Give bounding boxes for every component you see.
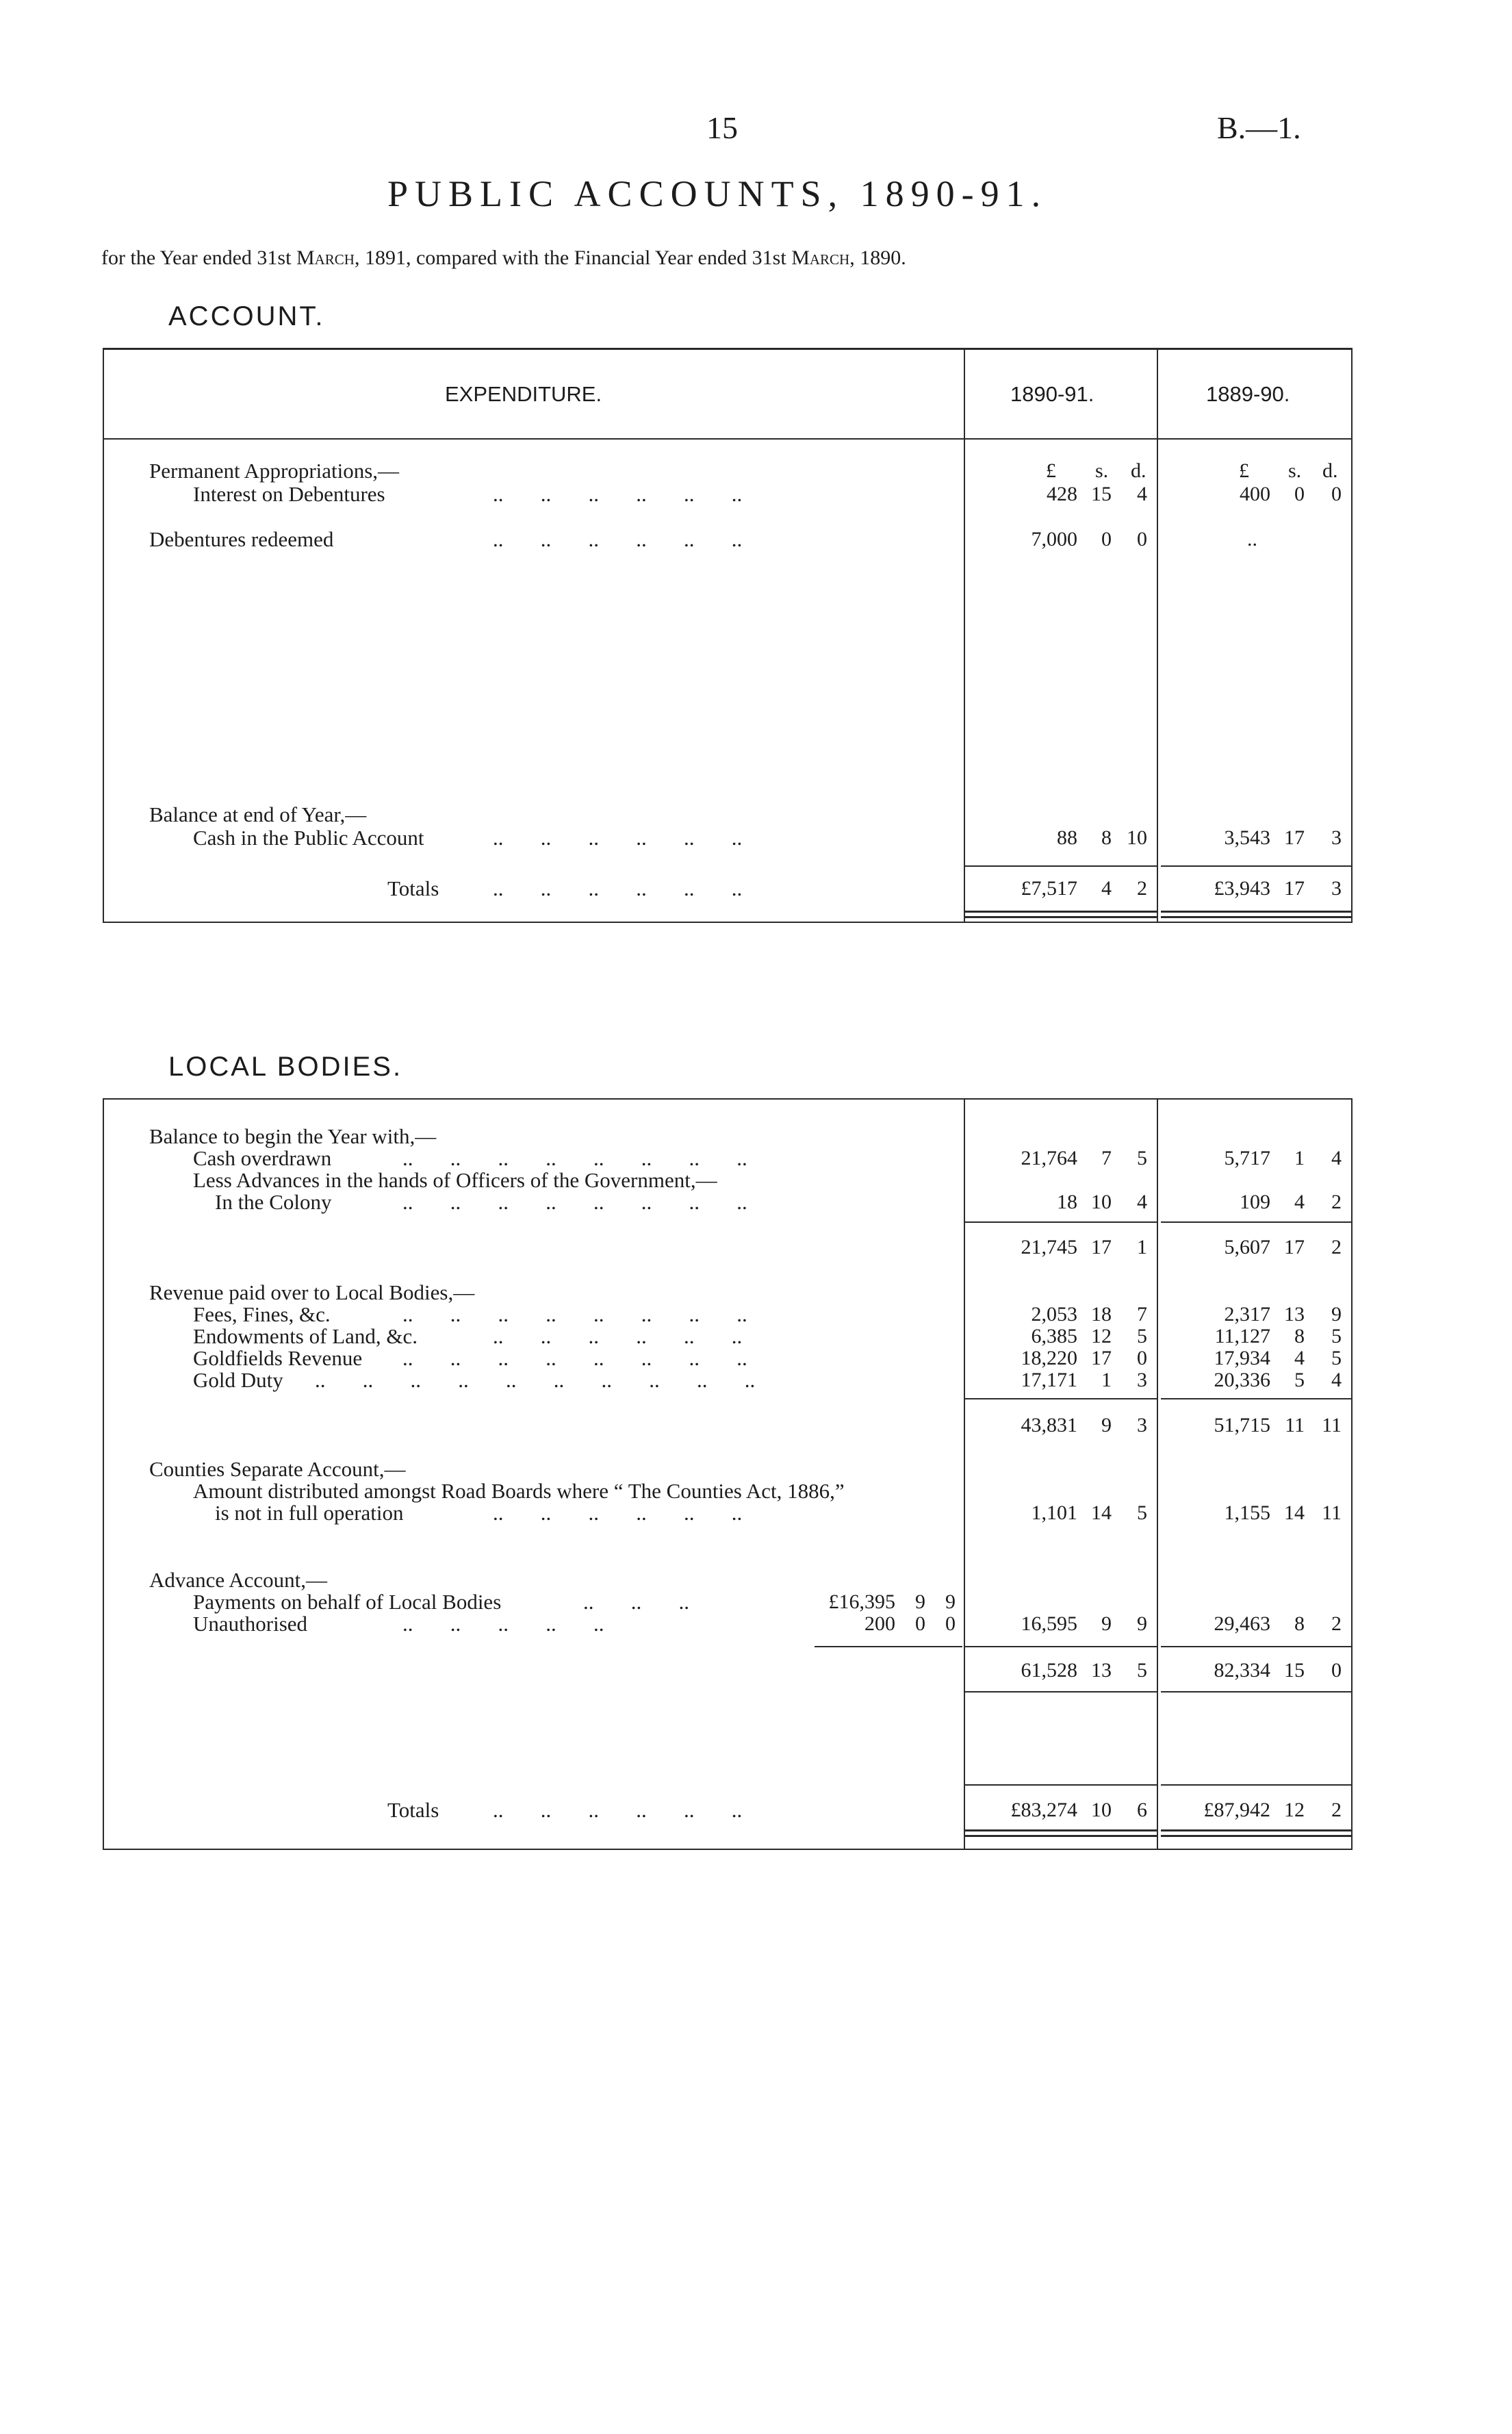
value-pounds: 6,385 (1031, 1325, 1077, 1347)
value-shillings: 17 (1091, 1236, 1112, 1258)
group-label: Balance to begin the Year with,— (149, 1124, 437, 1148)
row-label: Totals (387, 876, 439, 900)
expenditure-column-header: EXPENDITURE. (445, 382, 602, 406)
leader-dots: .. .. .. (583, 1590, 689, 1614)
value-pounds: £83,274 (1010, 1799, 1077, 1821)
value-shillings: 9 (1101, 1612, 1112, 1635)
value-pence: 4 (1331, 1369, 1342, 1391)
value-shillings: 18 (1091, 1303, 1112, 1326)
value-pence: 0 (945, 1612, 956, 1635)
value-pence: 3 (1331, 877, 1342, 900)
value-pence: 9 (1331, 1303, 1342, 1326)
value-pounds: 20,336 (1214, 1369, 1270, 1391)
value-pounds: 17,934 (1214, 1347, 1270, 1369)
unit-pence: d. (1322, 459, 1338, 482)
value-pounds: 82,334 (1214, 1659, 1270, 1682)
value-pence: 0 (1137, 528, 1147, 550)
value-pence: 4 (1137, 483, 1147, 505)
value-shillings: 9 (915, 1590, 925, 1613)
value-pence: 5 (1137, 1147, 1147, 1169)
value-pounds: 5,607 (1224, 1236, 1270, 1258)
row-label: Interest on Debentures (193, 482, 385, 506)
value-shillings: 10 (1091, 1191, 1112, 1213)
local-bodies-heading: LOCAL BODIES. (168, 1052, 403, 1082)
value-pounds: £3,943 (1214, 877, 1270, 900)
value-shillings: 0 (1294, 483, 1305, 505)
year-1890-91-column-header: 1890-91. (1010, 382, 1094, 406)
value-pence: 3 (1137, 1369, 1147, 1391)
value-pence: 11 (1322, 1501, 1342, 1524)
leader-dots: .. .. .. .. .. (402, 1612, 604, 1636)
value-pounds: 5,717 (1224, 1147, 1270, 1169)
value-pounds: 17,171 (1021, 1369, 1077, 1391)
value-shillings: 8 (1294, 1612, 1305, 1635)
value-pounds: 7,000 (1031, 528, 1077, 550)
row-label: is not in full operation (215, 1501, 404, 1525)
value-pounds: 400 (1240, 483, 1270, 505)
value-pounds: 109 (1240, 1191, 1270, 1213)
value-shillings: 8 (1101, 826, 1112, 849)
row-label: Payments on behalf of Local Bodies (193, 1590, 502, 1614)
group-label: Advance Account,— (149, 1568, 327, 1592)
page-number: 15 (706, 110, 738, 145)
unit-shilling: s. (1288, 459, 1302, 482)
value-pounds: 1,155 (1224, 1501, 1270, 1524)
row-label: In the Colony (215, 1190, 332, 1214)
group-label: Revenue paid over to Local Bodies,— (149, 1280, 475, 1304)
value-pence: 3 (1331, 826, 1342, 849)
leader-dots: .. .. .. .. .. .. .. .. .. .. (315, 1368, 756, 1392)
value-shillings: 8 (1294, 1325, 1305, 1347)
value-pence: 5 (1137, 1325, 1147, 1347)
group-label: Permanent Appropriations,— (149, 459, 400, 483)
value-pounds: 18,220 (1021, 1347, 1077, 1369)
value-pence: 5 (1137, 1659, 1147, 1682)
page-title: PUBLIC ACCOUNTS, 1890-91. (387, 173, 1048, 214)
value-shillings: 12 (1091, 1325, 1112, 1347)
value-pence: 5 (1331, 1347, 1342, 1369)
value-pounds: 11,127 (1214, 1325, 1270, 1347)
leader-dots: .. .. .. .. .. .. (493, 1324, 743, 1348)
leader-dots: .. .. .. .. .. .. (493, 482, 743, 506)
year-1889-90-column-header: 1889-90. (1206, 382, 1290, 406)
value-shillings: 17 (1284, 1236, 1305, 1258)
value-shillings: 4 (1101, 877, 1112, 900)
value-pence: 3 (1137, 1414, 1147, 1436)
unit-pound: £ (1046, 459, 1056, 482)
value-pence: 2 (1331, 1236, 1342, 1258)
value-pounds: 61,528 (1021, 1659, 1077, 1682)
value-shillings: 17 (1284, 877, 1305, 900)
value-pence: 11 (1322, 1414, 1342, 1436)
leader-dots: .. .. .. .. .. .. .. .. (402, 1190, 747, 1214)
value-pounds: 2,317 (1224, 1303, 1270, 1326)
value-shillings: 13 (1284, 1303, 1305, 1326)
leader-dots: .. .. .. .. .. .. (493, 1798, 743, 1822)
value-pence: 4 (1331, 1147, 1342, 1169)
page-subtitle: for the Year ended 31st March, 1891, compared with the Financial Year ended 31st March, 1890. (101, 246, 906, 269)
value-shillings: 4 (1294, 1347, 1305, 1369)
value-pence: 0 (1331, 1659, 1342, 1682)
value-shillings: 13 (1091, 1659, 1112, 1682)
value-pence: 9 (1137, 1612, 1147, 1635)
value-pounds: 43,831 (1021, 1414, 1077, 1436)
row-label: Gold Duty (193, 1368, 283, 1392)
value-nil: .. (1247, 528, 1257, 550)
value-pence: 2 (1331, 1799, 1342, 1821)
value-pounds: 1,101 (1031, 1501, 1077, 1524)
value-pounds: 88 (1057, 826, 1077, 849)
value-pounds: 428 (1047, 483, 1077, 505)
value-shillings: 0 (1101, 528, 1112, 550)
value-shillings: 0 (915, 1612, 925, 1635)
leader-dots: .. .. .. .. .. .. (493, 527, 743, 551)
group-label: Less Advances in the hands of Officers of the Government,— (193, 1168, 717, 1192)
value-pounds: 3,543 (1224, 826, 1270, 849)
row-label: Goldfields Revenue (193, 1346, 363, 1370)
unit-pence: d. (1131, 459, 1146, 482)
unit-shilling: s. (1095, 459, 1109, 482)
value-shillings: 1 (1294, 1147, 1305, 1169)
value-pence: 1 (1137, 1236, 1147, 1258)
value-pounds: 21,745 (1021, 1236, 1077, 1258)
value-shillings: 14 (1091, 1501, 1112, 1524)
value-pence: 0 (1137, 1347, 1147, 1369)
row-label: Cash in the Public Account (193, 826, 424, 850)
value-shillings: 4 (1294, 1191, 1305, 1213)
value-pounds: 51,715 (1214, 1414, 1270, 1436)
value-pounds: 29,463 (1214, 1612, 1270, 1635)
row-label: Endowments of Land, &c. (193, 1324, 418, 1348)
leader-dots: .. .. .. .. .. .. .. .. (402, 1346, 747, 1370)
value-pence: 7 (1137, 1303, 1147, 1326)
value-shillings: 17 (1284, 826, 1305, 849)
value-shillings: 15 (1284, 1659, 1305, 1682)
group-label: Counties Separate Account,— (149, 1457, 406, 1481)
row-label: Unauthorised (193, 1612, 308, 1636)
value-pence: 5 (1137, 1501, 1147, 1524)
group-label: Amount distributed amongst Road Boards where “ The Counties Act, 1886,” (193, 1479, 845, 1503)
row-label: Fees, Fines, &c. (193, 1302, 331, 1326)
value-shillings: 5 (1294, 1369, 1305, 1391)
value-pence: 0 (1331, 483, 1342, 505)
value-pounds: 16,595 (1021, 1612, 1077, 1635)
value-pence: 2 (1331, 1191, 1342, 1213)
value-shillings: 12 (1284, 1799, 1305, 1821)
value-pence: 2 (1331, 1612, 1342, 1635)
value-pence: 4 (1137, 1191, 1147, 1213)
value-pence: 5 (1331, 1325, 1342, 1347)
leader-dots: .. .. .. .. .. .. (493, 826, 743, 850)
leader-dots: .. .. .. .. .. .. (493, 876, 743, 900)
value-pounds: 2,053 (1031, 1303, 1077, 1326)
row-label: Cash overdrawn (193, 1146, 332, 1170)
value-shillings: 17 (1091, 1347, 1112, 1369)
value-shillings: 9 (1101, 1414, 1112, 1436)
row-label: Totals (387, 1798, 439, 1822)
value-pence: 2 (1137, 877, 1147, 900)
value-shillings: 1 (1101, 1369, 1112, 1391)
leader-dots: .. .. .. .. .. .. (493, 1501, 743, 1525)
value-shillings: 15 (1091, 483, 1112, 505)
value-pounds: £87,942 (1203, 1799, 1270, 1821)
value-shillings: 11 (1285, 1414, 1305, 1436)
value-pounds: 21,764 (1021, 1147, 1077, 1169)
account-heading: ACCOUNT. (168, 301, 325, 331)
leader-dots: .. .. .. .. .. .. .. .. (402, 1146, 747, 1170)
document-reference: B.—1. (1217, 110, 1301, 145)
unit-pound: £ (1239, 459, 1249, 482)
value-shillings: 10 (1091, 1799, 1112, 1821)
leader-dots: .. .. .. .. .. .. .. .. (402, 1302, 747, 1326)
value-pence: 6 (1137, 1799, 1147, 1821)
value-pounds: £16,395 (828, 1590, 895, 1613)
value-pence: 10 (1127, 826, 1147, 849)
value-pounds: 18 (1057, 1191, 1077, 1213)
row-label: Debentures redeemed (149, 527, 334, 551)
value-pence: 9 (945, 1590, 956, 1613)
value-pounds: £7,517 (1021, 877, 1077, 900)
value-shillings: 14 (1284, 1501, 1305, 1524)
group-label: Balance at end of Year,— (149, 802, 367, 826)
value-shillings: 7 (1101, 1147, 1112, 1169)
value-pounds: 200 (864, 1612, 895, 1635)
